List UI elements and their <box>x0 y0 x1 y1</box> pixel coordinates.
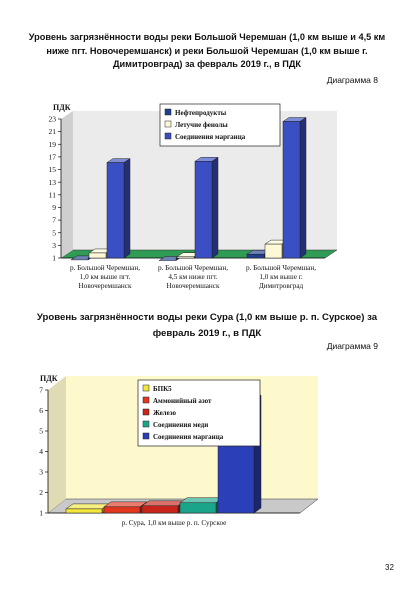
category-label: р. Сура, 1,0 км выше р. п. Сурское <box>121 519 227 527</box>
y-tick-label: 6 <box>39 406 43 416</box>
y-tick-label: 1 <box>52 253 56 263</box>
legend-swatch <box>165 121 171 127</box>
y-axis-title: ПДК <box>40 374 58 383</box>
legend-label: Соединения меди <box>153 420 209 429</box>
bar-0-2-front <box>107 163 124 258</box>
legend <box>138 380 260 446</box>
legend-label: Соединения марганца <box>175 132 246 141</box>
bar-0-3 <box>180 498 223 513</box>
bar-0-2-top <box>142 501 185 506</box>
bar-0-2 <box>107 159 130 258</box>
bar-0-2 <box>142 501 185 513</box>
diagram-caption-2: Диаграмма 9 <box>326 341 378 351</box>
y-tick-label: 11 <box>48 190 56 200</box>
bar-0-3-front <box>180 503 216 513</box>
bar-0-0-front <box>66 509 102 513</box>
y-tick-label: 23 <box>48 114 56 124</box>
bar-1-1-front <box>177 257 194 258</box>
bar-1-2-side <box>212 157 218 258</box>
y-tick-label: 15 <box>48 165 56 175</box>
y-tick-label: 21 <box>48 127 56 137</box>
category-label: р. Большой Черемшан, <box>245 264 317 272</box>
legend-swatch <box>143 433 149 439</box>
category-label: Новочеремшанск <box>166 282 220 290</box>
y-tick-label: 13 <box>48 177 56 187</box>
y-tick-label: 4 <box>39 447 43 457</box>
bar-0-2-front <box>142 506 178 513</box>
y-tick-label: 5 <box>39 426 43 436</box>
bar-2-0-front <box>247 254 264 258</box>
bar-0-1-top <box>104 502 147 507</box>
legend-swatch <box>165 133 171 139</box>
bar-2-1-front <box>265 244 282 258</box>
y-tick-label: 5 <box>52 228 56 238</box>
y-tick-label: 7 <box>39 385 43 395</box>
legend-swatch <box>143 421 149 427</box>
chart-title-2: Уровень загрязнённости воды реки Сура (1,0 км выше р. п. Сурское) за февраль 2019 г., в ПДК <box>36 312 378 339</box>
y-tick-label: 3 <box>39 467 43 477</box>
legend-label: Железо <box>153 408 176 417</box>
y-tick-label: 9 <box>52 203 56 213</box>
category-label: р. Большой Черемшан, <box>69 264 141 272</box>
category-label: 4,5 км ниже пгт. <box>168 273 218 281</box>
y-tick-label: 17 <box>48 152 56 162</box>
bar-2-2-front <box>283 122 300 258</box>
bar-0-1-front <box>104 507 140 513</box>
chart-2 <box>0 362 414 552</box>
category-label: р. Большой Черемшан, <box>157 264 229 272</box>
bar-0-0 <box>66 504 109 513</box>
legend-label: Аммонийный азот <box>153 396 212 405</box>
legend-label: Соединения марганца <box>153 432 224 441</box>
legend-label: БПК5 <box>153 384 172 393</box>
legend-swatch <box>143 397 149 403</box>
bar-0-3-top <box>180 498 223 503</box>
y-tick-label: 19 <box>48 139 56 149</box>
legend-swatch <box>165 109 171 115</box>
category-label: 1,0 км выше г. <box>259 273 303 281</box>
y-tick-label: 2 <box>39 488 43 498</box>
category-label: 1,0 км выше пгт. <box>79 273 131 281</box>
category-label: Димитровград <box>258 282 304 290</box>
page-number: 32 <box>385 563 394 572</box>
bar-1-2-front <box>195 161 212 258</box>
bar-2-2-side <box>300 118 306 258</box>
bar-2-2 <box>283 118 306 258</box>
y-tick-label: 7 <box>52 215 56 225</box>
chart-title-1: Уровень загрязнённости воды реки Большой Черемшан (1,0 км выше и 4,5 км ниже пгт. Новочеремшанск) и реки Большой Черемшан (1,0 км выше г. Димитровград) за февраль 2019 г., в ПДК <box>28 32 386 69</box>
legend-swatch <box>143 385 149 391</box>
category-label: Новочеремшанск <box>78 282 132 290</box>
bar-0-0-top <box>66 504 109 509</box>
legend-swatch <box>143 409 149 415</box>
legend-label: Нефтепродукты <box>175 108 227 117</box>
side-wall <box>48 376 66 513</box>
y-tick-label: 3 <box>52 240 56 250</box>
bar-0-1 <box>104 502 147 513</box>
side-wall <box>61 111 73 258</box>
bar-0-1-front <box>89 253 106 258</box>
chart-1 <box>0 92 414 302</box>
legend-label: Летучие фенолы <box>175 120 228 129</box>
y-axis-title: ПДК <box>53 103 71 112</box>
y-tick-label: 1 <box>39 508 43 518</box>
legend <box>160 104 280 146</box>
diagram-caption-1: Диаграмма 8 <box>326 75 378 85</box>
bar-0-2-side <box>124 159 130 258</box>
bar-1-2 <box>195 157 218 258</box>
